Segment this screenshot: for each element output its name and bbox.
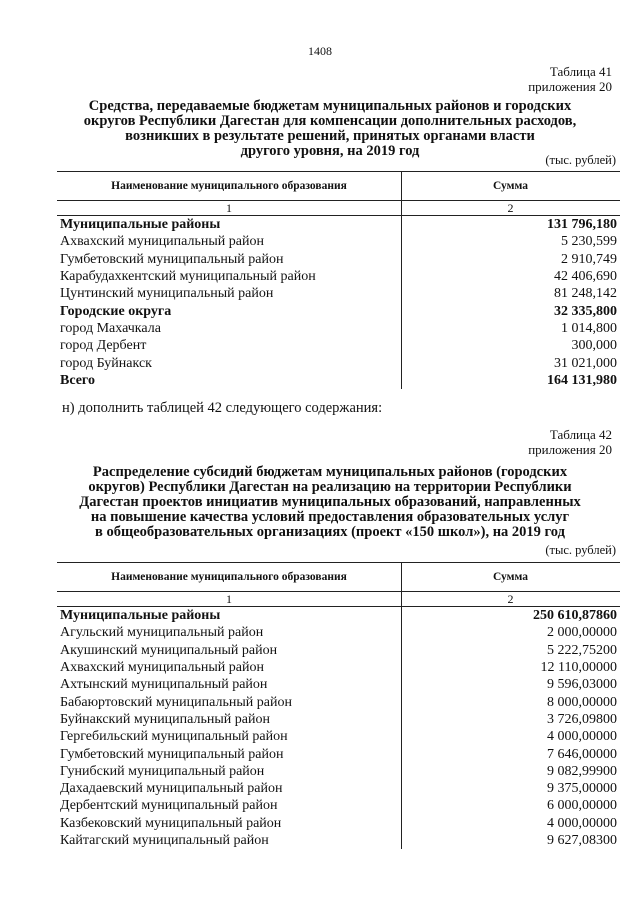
table41-column-numbers xyxy=(57,201,620,216)
table-row xyxy=(57,216,620,234)
row-name: город Дербент xyxy=(60,338,147,354)
row-name: Карабудахкентский муниципальный район xyxy=(60,269,316,285)
row-value: 9 375,00000 xyxy=(402,780,621,797)
row-value: 5 230,599 xyxy=(402,233,621,250)
table-row xyxy=(57,711,620,728)
table41-col-num-1: 1 xyxy=(57,201,402,216)
table41-col-name-header: Наименование муниципального образования xyxy=(57,172,402,201)
row-value: 2 000,00000 xyxy=(402,624,621,641)
row-value: 4 000,00000 xyxy=(402,815,621,832)
row-value: 3 726,09800 xyxy=(402,711,621,728)
row-name: Муниципальные районы xyxy=(60,217,221,233)
table41-units: (тыс. рублей) xyxy=(545,153,616,167)
row-value: 9 596,03000 xyxy=(402,676,621,693)
row-name: Буйнакский муниципальный район xyxy=(60,711,270,727)
table42-ref-line1: Таблица 42 xyxy=(549,427,612,442)
table41-col-num-2: 2 xyxy=(402,201,621,216)
table-row xyxy=(57,797,620,814)
table41 xyxy=(57,171,620,389)
row-value: 6 000,00000 xyxy=(402,797,621,814)
row-value: 5 222,75200 xyxy=(402,642,621,659)
table42-title-line: в общеобразовательных организациях (проект «150 школ»), на 2019 год xyxy=(95,524,565,540)
table42-title-line: на повышение качества условий предоставления образовательных услуг xyxy=(90,509,570,525)
table42-title-line: Распределение субсидий бюджетам муниципальных районов (городских xyxy=(92,464,568,480)
table-row xyxy=(57,832,620,849)
row-value: 300,000 xyxy=(402,337,621,354)
table41-header-row xyxy=(57,172,620,201)
table-row xyxy=(57,642,620,659)
table-row xyxy=(57,320,620,337)
table42-reference xyxy=(528,427,612,457)
row-value: 250 610,87860 xyxy=(402,607,621,625)
row-value: 31 021,000 xyxy=(402,354,621,371)
table41-title-line: другого уровня, на 2019 год xyxy=(240,143,420,159)
table-row xyxy=(57,337,620,354)
table-row xyxy=(57,607,620,625)
row-value: 9 627,08300 xyxy=(402,832,621,849)
row-value: 32 335,800 xyxy=(402,302,621,319)
row-name: Гергебильский муниципальный район xyxy=(60,729,288,745)
row-name: Гумбетовский муниципальный район xyxy=(60,746,284,762)
row-name: Гунибский муниципальный район xyxy=(60,763,265,779)
table-row xyxy=(57,763,620,780)
table42-col-name-header: Наименование муниципального образования xyxy=(57,563,402,592)
row-name: Казбековский муниципальный район xyxy=(60,815,282,831)
row-name: Цунтинский муниципальный район xyxy=(60,286,274,302)
row-name: Всего xyxy=(60,372,95,388)
table-row xyxy=(57,624,620,641)
table-row xyxy=(57,302,620,319)
table-row xyxy=(57,233,620,250)
row-name: Агульский муниципальный район xyxy=(60,625,264,641)
row-name: Кайтагский муниципальный район xyxy=(60,833,269,848)
table-row xyxy=(57,780,620,797)
row-name: Акушинский муниципальный район xyxy=(60,642,278,658)
table41-reference xyxy=(528,64,612,94)
table41-title-line: округов Республики Дагестан для компенсации дополнительных расходов, xyxy=(83,113,577,129)
row-value: 131 796,180 xyxy=(402,216,621,234)
table42-title xyxy=(60,465,600,540)
row-name: Ахвахский муниципальный район xyxy=(60,660,264,676)
row-value: 2 910,749 xyxy=(402,251,621,268)
row-value: 9 082,99900 xyxy=(402,763,621,780)
table-row xyxy=(57,815,620,832)
row-value: 8 000,00000 xyxy=(402,693,621,710)
table42 xyxy=(57,562,620,849)
row-name: Бабаюртовский муниципальный район xyxy=(60,694,292,710)
table42-column-numbers xyxy=(57,592,620,607)
row-value: 1 014,800 xyxy=(402,320,621,337)
page-number: 1408 xyxy=(308,44,332,58)
row-name: Дахадаевский муниципальный район xyxy=(60,781,283,797)
table-row xyxy=(57,251,620,268)
row-name: Городские округа xyxy=(60,303,172,319)
row-name: Ахтынский муниципальный район xyxy=(60,677,268,693)
table41-title-line: возникших в результате решений, принятых органами власти xyxy=(125,128,535,144)
table-row xyxy=(57,372,620,389)
row-value: 81 248,142 xyxy=(402,285,621,302)
table-row xyxy=(57,268,620,285)
table-row xyxy=(57,676,620,693)
row-name: Гумбетовский муниципальный район xyxy=(60,251,284,267)
table-row xyxy=(57,354,620,371)
table-row xyxy=(57,659,620,676)
row-value: 42 406,690 xyxy=(402,268,621,285)
row-value: 12 110,00000 xyxy=(402,659,621,676)
row-value: 164 131,980 xyxy=(402,372,621,389)
table-row xyxy=(57,693,620,710)
row-name: Дербентский муниципальный район xyxy=(60,798,278,814)
table41-title-line: Средства, передаваемые бюджетам муниципальных районов и городских xyxy=(88,98,572,114)
row-name: город Махачкала xyxy=(60,320,161,336)
table-row xyxy=(57,285,620,302)
table-row xyxy=(57,728,620,745)
table42-title-line: округов) Республики Дагестан на реализацию на территории Республики xyxy=(88,479,572,495)
row-name: Ахвахский муниципальный район xyxy=(60,234,264,250)
table42-header-row xyxy=(57,563,620,592)
table41-ref-line2: приложения 20 xyxy=(528,79,612,94)
table41-title xyxy=(60,99,600,159)
row-value: 7 646,00000 xyxy=(402,745,621,762)
table42-col-num-2: 2 xyxy=(402,592,621,607)
table42-col-sum-header: Сумма xyxy=(402,563,621,592)
table42-units: (тыс. рублей) xyxy=(545,543,616,557)
amendment-paragraph: н) дополнить таблицей 42 следующего содержания: xyxy=(62,400,383,416)
table42-col-num-1: 1 xyxy=(57,592,402,607)
table41-ref-line1: Таблица 41 xyxy=(549,64,612,79)
table42-ref-line2: приложения 20 xyxy=(528,442,612,457)
row-value: 4 000,00000 xyxy=(402,728,621,745)
table-row xyxy=(57,745,620,762)
table42-title-line: Дагестан проектов инициатив муниципальных образований, направленных xyxy=(79,494,581,510)
row-name: Муниципальные районы xyxy=(60,608,221,624)
table41-col-sum-header: Сумма xyxy=(402,172,621,201)
row-name: город Буйнакск xyxy=(60,355,152,371)
